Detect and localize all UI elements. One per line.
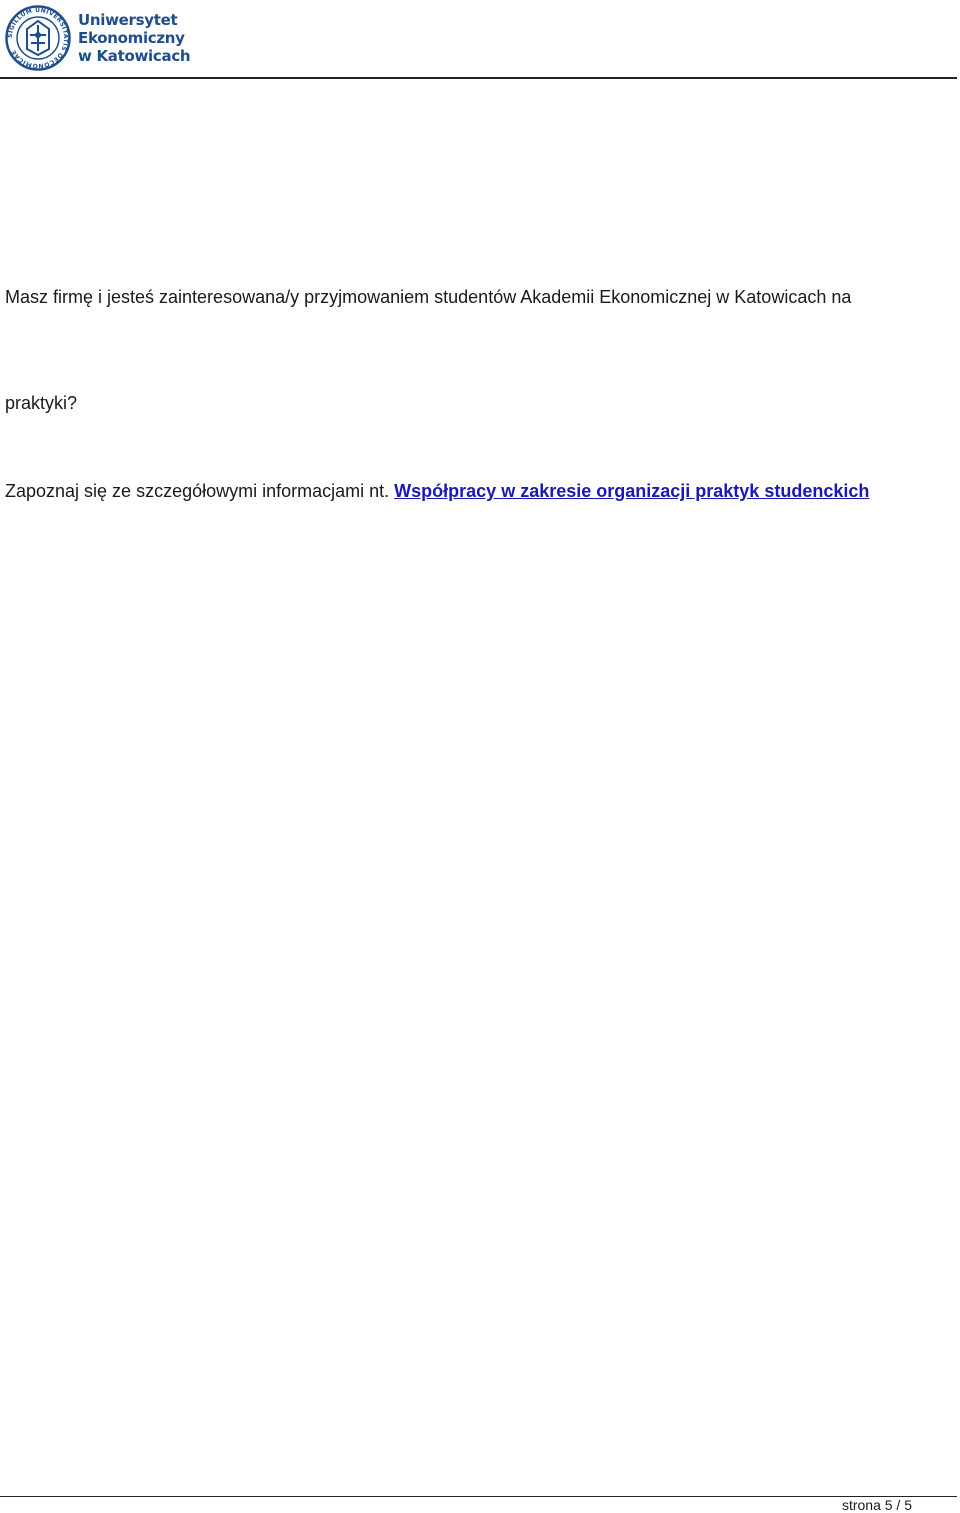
header-divider bbox=[0, 77, 957, 79]
footer-divider bbox=[0, 1496, 957, 1497]
logo-line-3: w Katowicach bbox=[78, 47, 191, 65]
university-seal-icon bbox=[5, 5, 71, 71]
page-number: strona 5 / 5 bbox=[841, 1497, 912, 1513]
cooperation-link[interactable]: Współpracy w zakresie organizacji praktyk studenckich bbox=[394, 481, 870, 501]
intro-line: Masz firmę i jesteś zainteresowana/y przyjmowaniem studentów Akademii Ekonomicznej w Katowicach na bbox=[5, 287, 852, 307]
logo-line-2: Ekonomiczny bbox=[78, 29, 185, 47]
info-line bbox=[5, 480, 869, 502]
page-header bbox=[0, 0, 960, 80]
intro-question: praktyki? bbox=[5, 393, 78, 413]
logo-wordmark bbox=[78, 11, 190, 65]
logo-line-1: Uniwersytet bbox=[78, 11, 178, 29]
university-logo[interactable] bbox=[5, 5, 191, 71]
seal-ring-text: SIGILLUM UNIVERSITATIS OECONOMICAE bbox=[6, 6, 70, 70]
info-text: Zapoznaj się ze szczegółowymi informacjami nt. bbox=[5, 481, 390, 501]
